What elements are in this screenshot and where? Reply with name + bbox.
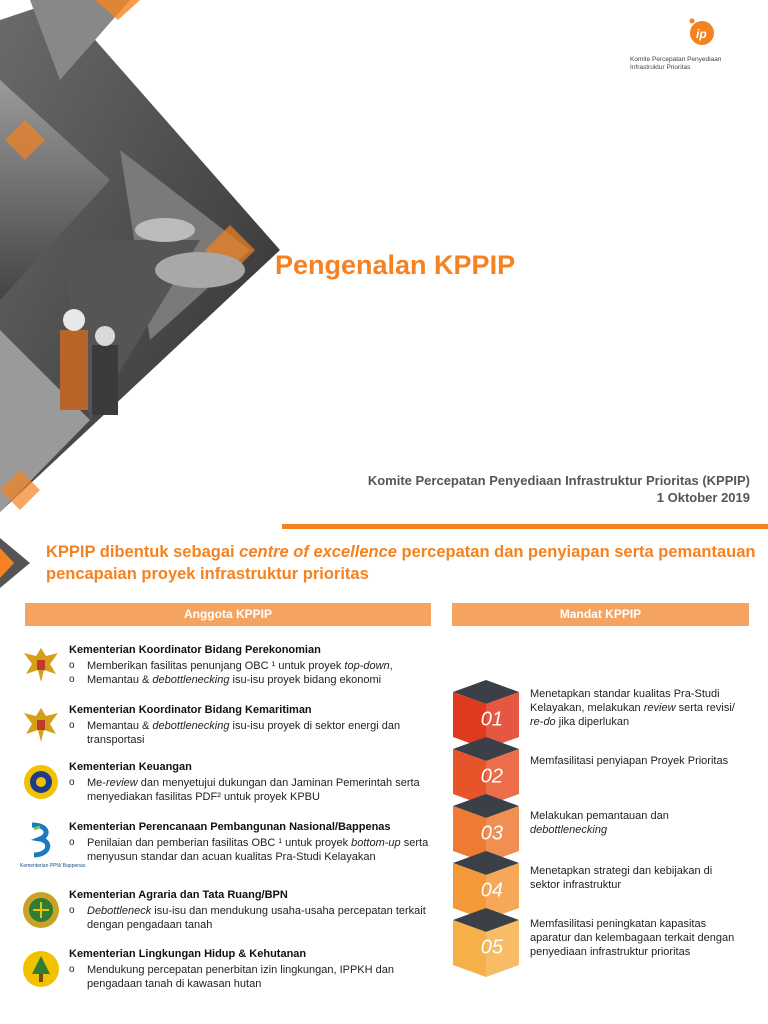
bpn-emblem-icon	[20, 889, 62, 931]
subtitle-date: 1 Oktober 2019	[656, 490, 750, 505]
member-name: Kementerian Koordinator Bidang Perekonomian	[69, 644, 321, 656]
mandate-5: Memfasilitasi peningkatan kapasitas aparatur dan kelembagaan terkait dengan penyediaan infrastruktur prioritas	[530, 918, 735, 958]
member-name: Kementerian Perencanaan Pembangunan Nasional/Bappenas	[69, 821, 391, 833]
overview-slide	[0, 530, 768, 1024]
mandate-3: Melakukan pemantauan dan debottlenecking	[530, 810, 669, 836]
member-name: Kementerian Koordinator Bidang Kemaritiman	[69, 704, 312, 716]
step-number: 02	[480, 765, 503, 788]
kemenkeu-emblem-icon	[20, 761, 62, 803]
member-name: Kementerian Lingkungan Hidup & Kehutanan	[69, 948, 307, 960]
slide-title: Pengenalan KPPIP	[275, 250, 516, 280]
mandate-4: Menetapkan strategi dan kebijakan di sektor infrastruktur	[530, 865, 713, 891]
garuda-emblem-icon	[20, 704, 62, 746]
mandate-2: Memfasilitasi penyiapan Proyek Prioritas	[530, 755, 729, 767]
member-name: Kementerian Keuangan	[69, 761, 192, 773]
divider-line	[282, 524, 768, 529]
member-bullet: o Me-review dan menyetujui dukungan dan Jaminan Pemerintah serta menyediakan fasilitas PDF² untuk proyek KPBU	[69, 776, 439, 804]
step-number: 01	[480, 708, 503, 731]
mandate-1: Menetapkan standar kualitas Pra-Studi Kelayakan, melakukan review serta revisi/ re-do jika diperlukan	[530, 688, 735, 728]
member-bullet: o Memberikan fasilitas penunjang OBC ¹ untuk proyek top-down,	[69, 659, 439, 673]
member-bullet: o Penilaian dan pemberian fasilitas OBC ¹ untuk proyek bottom-up serta menyusun standar dan acuan kualitas Pra-Studi Kelayakan	[69, 836, 439, 864]
logo-caption: Komite Percepatan Penyediaan Infrastruktur Prioritas	[630, 56, 722, 71]
infrastructure-photo-collage	[0, 0, 280, 512]
svg-text:Kementerian PPN/ Bappenas: Kementerian PPN/ Bappenas	[20, 863, 86, 869]
svg-text:ip: ip	[696, 27, 707, 41]
mandate-header: Mandat KPPIP	[452, 603, 749, 626]
bappenas-logo-icon	[20, 821, 86, 873]
corner-collage-icon	[0, 538, 30, 588]
member-bullet: o Memantau & debottlenecking isu-isu proyek di sektor energi dan transportasi	[69, 719, 439, 747]
member-bullet: o Debottleneck isu-isu dan mendukung usaha-usaha percepatan terkait dengan pengadaan tanah	[69, 904, 439, 932]
kppip-logo-icon	[680, 15, 720, 53]
klhk-emblem-icon	[20, 948, 62, 990]
step-number: 05	[480, 936, 503, 959]
member-name: Kementerian Agraria dan Tata Ruang/BPN	[69, 889, 288, 901]
step-number: 03	[480, 822, 503, 845]
headline: KPPIP dibentuk sebagai centre of excellence percepatan dan penyiapan serta pemantauan pencapaian proyek infrastruktur prioritas	[46, 543, 756, 583]
step-number: 04	[480, 879, 503, 902]
step-cube-05	[453, 908, 519, 977]
member-bullet: o Mendukung percepatan penerbitan izin lingkungan, IPPKH dan pengadaan tanah di kawasan hutan	[69, 963, 439, 991]
subtitle-organization: Komite Percepatan Penyediaan Infrastruktur Prioritas (KPPIP)	[367, 473, 750, 488]
garuda-emblem-icon	[20, 644, 62, 686]
member-bullet: o Memantau & debottlenecking isu-isu proyek bidang ekonomi	[69, 673, 439, 687]
mandate-steps-stack	[450, 672, 522, 1002]
members-header: Anggota KPPIP	[25, 603, 431, 626]
